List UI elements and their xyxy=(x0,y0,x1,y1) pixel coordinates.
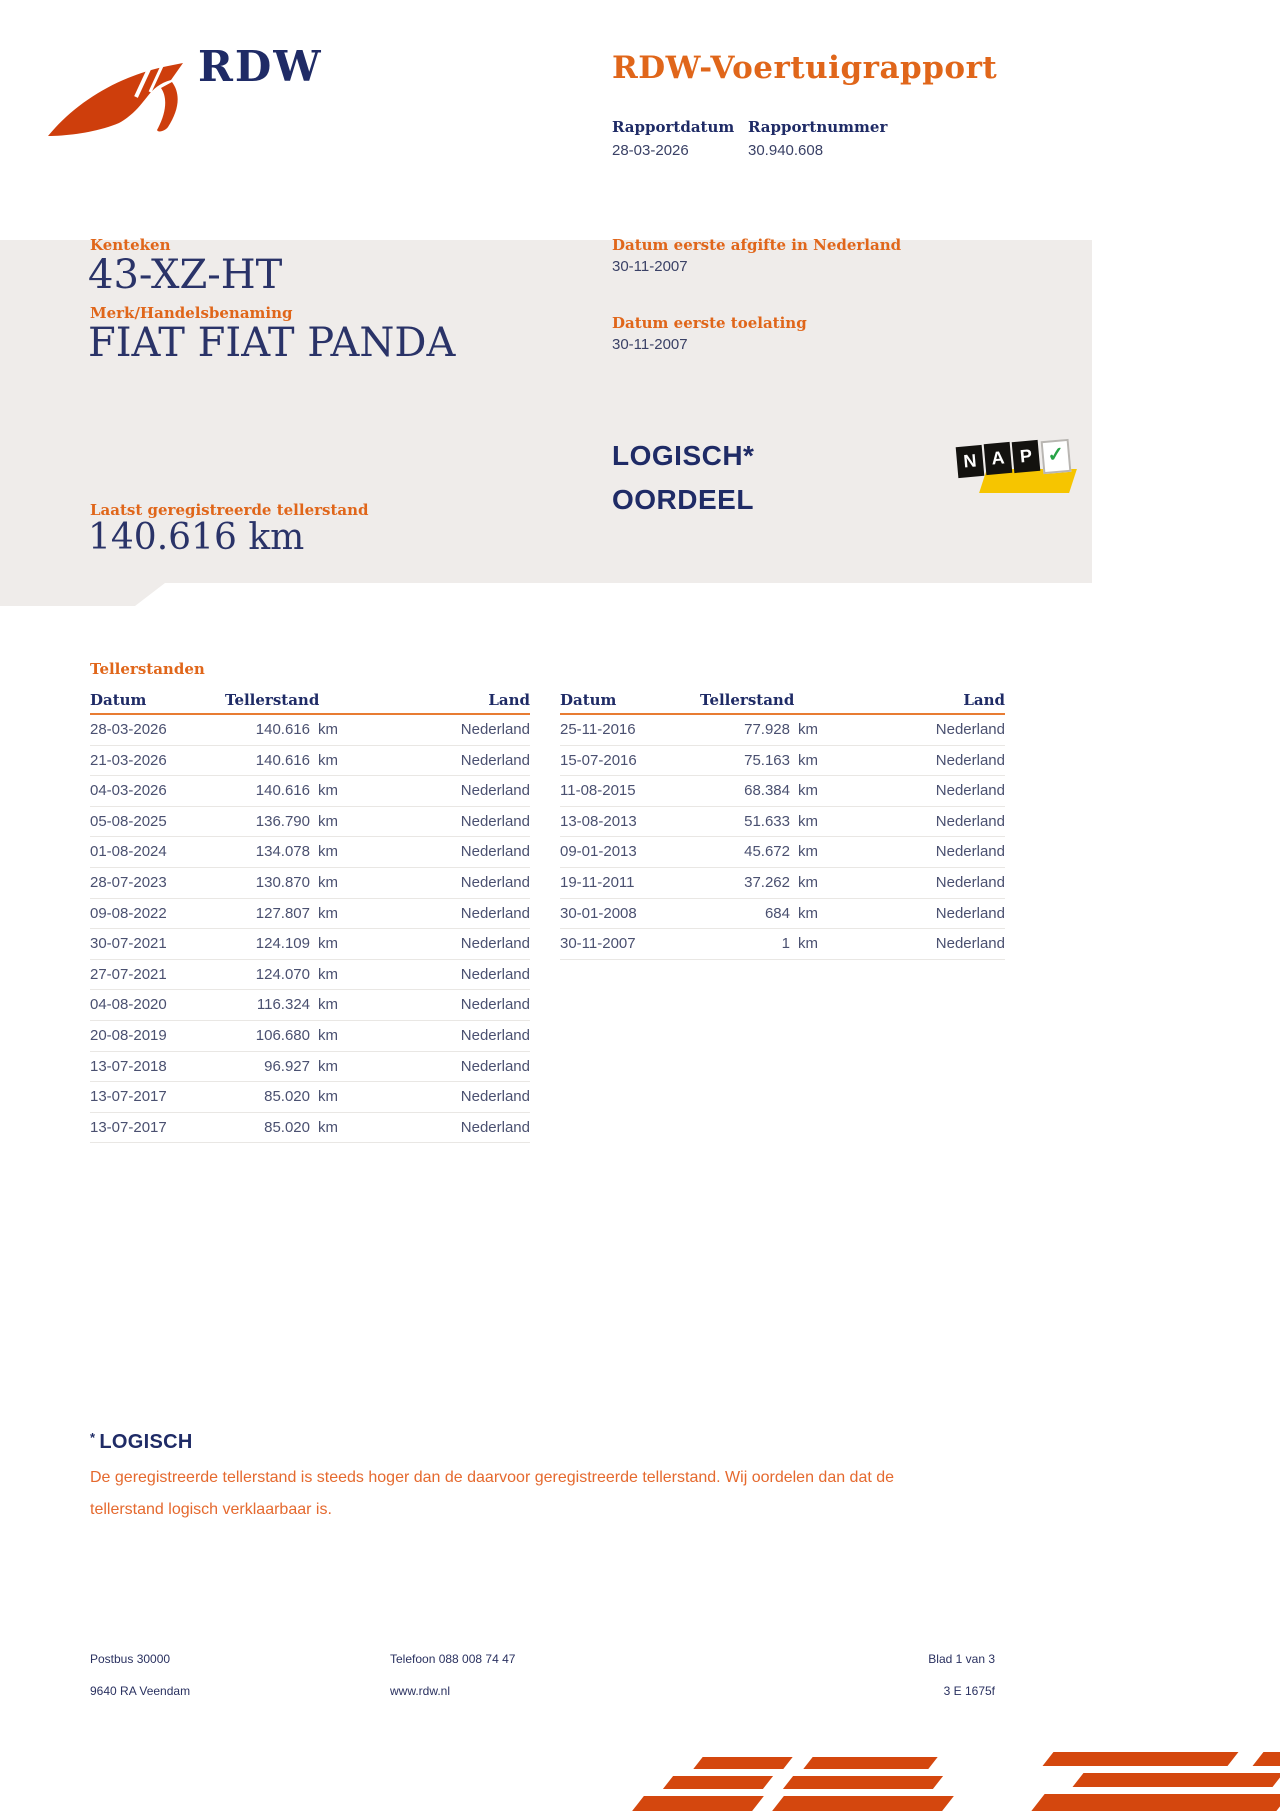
tellerstanden-table-right xyxy=(560,690,1005,960)
table-header-row xyxy=(560,690,1005,715)
tellerstand-cell: 68.384 xyxy=(744,782,790,800)
land-cell: Nederland xyxy=(935,904,1005,922)
datum-cell: 19-11-2011 xyxy=(560,873,635,891)
unit-cell: km xyxy=(798,751,818,769)
verdict-text: De geregistreerde tellerstand is steeds hoger dan de daarvoor geregistreerde tellerstand. Wij oordelen dan dat de tellerstand logisch verklaarbaar is. xyxy=(90,1469,895,1518)
datum-cell: 30-11-2007 xyxy=(560,935,636,953)
table-row xyxy=(560,807,1005,838)
nap-letter-a: A xyxy=(984,442,1013,475)
tellerstand-cell: 116.324 xyxy=(256,996,310,1014)
verdict-title-text: LOGISCH xyxy=(99,1431,193,1453)
land-cell: Nederland xyxy=(460,935,530,953)
unit-cell: km xyxy=(798,782,818,800)
land-cell: Nederland xyxy=(460,996,530,1014)
header-tellerstand: Tellerstand xyxy=(225,691,320,709)
land-cell: Nederland xyxy=(460,782,530,800)
datum-cell: 13-07-2018 xyxy=(90,1057,167,1075)
table-row xyxy=(560,715,1005,746)
datum-cell: 05-08-2025 xyxy=(90,812,167,830)
header-datum: Datum xyxy=(90,691,147,709)
datum-cell: 28-03-2026 xyxy=(90,721,167,738)
table-row xyxy=(90,929,530,960)
table-row xyxy=(560,776,1005,807)
tellerstand-cell: 134.078 xyxy=(255,843,310,861)
datum-cell: 04-08-2020 xyxy=(90,996,167,1014)
unit-cell: km xyxy=(318,751,338,769)
rdw-stripes-graphic xyxy=(618,1752,1280,1811)
table-row xyxy=(90,990,530,1021)
tellerstand-value: 140.616 km xyxy=(88,517,305,558)
unit-cell: km xyxy=(798,935,818,953)
tellerstand-cell: 106.680 xyxy=(255,1026,310,1044)
land-cell: Nederland xyxy=(935,751,1005,769)
unit-cell: km xyxy=(318,935,338,953)
land-cell: Nederland xyxy=(460,1026,530,1044)
datum-cell: 11-08-2015 xyxy=(560,782,636,800)
unit-cell: km xyxy=(798,721,818,738)
tellerstand-cell: 75.163 xyxy=(744,751,790,769)
datum-cell: 27-07-2021 xyxy=(90,965,167,983)
afgifte-value: 30-11-2007 xyxy=(612,258,688,275)
unit-cell: km xyxy=(318,996,338,1014)
tellerstand-cell: 45.672 xyxy=(744,843,790,861)
land-cell: Nederland xyxy=(460,965,530,983)
land-cell: Nederland xyxy=(935,935,1005,953)
land-cell: Nederland xyxy=(460,904,530,922)
unit-cell: km xyxy=(318,1026,338,1044)
tellerstand-label: Laatst geregistreerde tellerstand xyxy=(90,501,369,519)
table-row xyxy=(560,899,1005,930)
datum-cell: 28-07-2023 xyxy=(90,873,167,891)
tellerstand-cell: 96.927 xyxy=(264,1057,310,1075)
unit-cell: km xyxy=(798,904,818,922)
report-number-label: Rapportnummer xyxy=(748,118,888,136)
table-row xyxy=(560,746,1005,777)
kenteken-value: 43-XZ-HT xyxy=(88,252,283,298)
table-row xyxy=(560,929,1005,960)
tellerstand-cell: 85.020 xyxy=(264,1088,310,1106)
table-row xyxy=(90,868,530,899)
datum-cell: 30-07-2021 xyxy=(90,935,167,953)
footer-phone: Telefoon 088 008 74 47 xyxy=(390,1652,516,1666)
tellerstand-cell: 684 xyxy=(764,904,790,922)
footer-doc-code: 3 E 1675f xyxy=(943,1684,995,1698)
header-tellerstand: Tellerstand xyxy=(700,691,795,709)
table-row xyxy=(90,899,530,930)
tellerstand-cell: 130.870 xyxy=(255,873,310,891)
tellerstand-cell: 140.616 xyxy=(255,721,310,738)
tellerstand-cell: 51.633 xyxy=(744,812,790,830)
afgifte-label: Datum eerste afgifte in Nederland xyxy=(612,236,902,254)
unit-cell: km xyxy=(318,812,338,830)
table-header-row xyxy=(90,690,530,715)
table-row xyxy=(90,1052,530,1083)
datum-cell: 09-01-2013 xyxy=(560,843,637,861)
tellerstanden-title: Tellerstanden xyxy=(90,660,205,678)
report-number-value: 30.940.608 xyxy=(748,142,824,159)
land-cell: Nederland xyxy=(460,812,530,830)
tellerstanden-table-left xyxy=(90,690,530,1143)
unit-cell: km xyxy=(318,782,338,800)
footer-address-line2: 9640 RA Veendam xyxy=(90,1684,191,1698)
land-cell: Nederland xyxy=(935,843,1005,861)
merk-label: Merk/Handelsbenaming xyxy=(90,304,293,322)
toelating-label: Datum eerste toelating xyxy=(612,314,807,332)
datum-cell: 25-11-2016 xyxy=(560,721,636,738)
land-cell: Nederland xyxy=(460,873,530,891)
table-row xyxy=(90,776,530,807)
datum-cell: 01-08-2024 xyxy=(90,843,167,861)
verdict-title xyxy=(90,1430,193,1454)
table-row xyxy=(90,1113,530,1144)
tellerstand-cell: 136.790 xyxy=(255,812,310,830)
footer-website: www.rdw.nl xyxy=(390,1684,451,1698)
unit-cell: km xyxy=(798,812,818,830)
unit-cell: km xyxy=(318,843,338,861)
nap-logo xyxy=(955,440,1077,498)
unit-cell: km xyxy=(798,873,818,891)
datum-cell: 09-08-2022 xyxy=(90,904,167,922)
table-row xyxy=(560,868,1005,899)
land-cell: Nederland xyxy=(460,1118,530,1136)
report-date-label: Rapportdatum xyxy=(612,118,735,136)
nap-letter-p: P xyxy=(1012,440,1041,473)
header-land: Land xyxy=(963,691,1005,709)
table-row xyxy=(90,746,530,777)
tellerstand-cell: 85.020 xyxy=(264,1118,310,1136)
unit-cell: km xyxy=(318,873,338,891)
oordeel-line2: OORDEEL xyxy=(612,484,754,515)
datum-cell: 20-08-2019 xyxy=(90,1026,167,1044)
tellerstand-cell: 124.109 xyxy=(255,935,310,953)
table-row xyxy=(90,1082,530,1113)
unit-cell: km xyxy=(318,1088,338,1106)
unit-cell: km xyxy=(318,721,338,738)
unit-cell: km xyxy=(318,904,338,922)
table-row xyxy=(560,837,1005,868)
datum-cell: 13-07-2017 xyxy=(90,1118,167,1136)
footer-page-number: Blad 1 van 3 xyxy=(928,1652,995,1666)
rdw-logo-icon xyxy=(46,52,186,142)
toelating-value: 30-11-2007 xyxy=(612,336,688,353)
table-row xyxy=(90,715,530,746)
datum-cell: 30-01-2008 xyxy=(560,904,637,922)
datum-cell: 13-07-2017 xyxy=(90,1088,167,1106)
merk-value: FIAT FIAT PANDA xyxy=(88,320,456,366)
tellerstand-cell: 1 xyxy=(781,935,790,953)
tellerstand-cell: 37.262 xyxy=(744,873,790,891)
header-datum: Datum xyxy=(560,691,617,709)
land-cell: Nederland xyxy=(935,873,1005,891)
table-row xyxy=(90,807,530,838)
unit-cell: km xyxy=(318,1118,338,1136)
rdw-wordmark: RDW xyxy=(198,42,323,91)
table-row xyxy=(90,1021,530,1052)
report-date-value: 28-03-2026 xyxy=(612,142,689,159)
unit-cell: km xyxy=(798,843,818,861)
land-cell: Nederland xyxy=(460,1088,530,1106)
land-cell: Nederland xyxy=(935,721,1005,738)
unit-cell: km xyxy=(318,965,338,983)
oordeel-line1: LOGISCH* xyxy=(612,440,755,471)
tellerstand-cell: 140.616 xyxy=(255,751,310,769)
tellerstand-cell: 140.616 xyxy=(255,782,310,800)
land-cell: Nederland xyxy=(460,721,530,738)
tellerstand-cell: 124.070 xyxy=(255,965,310,983)
header-land: Land xyxy=(488,691,530,709)
footer-address-line1: Postbus 30000 xyxy=(90,1652,171,1666)
datum-cell: 21-03-2026 xyxy=(90,751,167,769)
tellerstand-cell: 127.807 xyxy=(255,904,310,922)
unit-cell: km xyxy=(318,1057,338,1075)
datum-cell: 15-07-2016 xyxy=(560,751,637,769)
land-cell: Nederland xyxy=(460,843,530,861)
verdict-asterisk: * xyxy=(90,1430,96,1445)
page-title: RDW-Voertuigrapport xyxy=(612,50,998,86)
table-row xyxy=(90,960,530,991)
check-icon: ✓ xyxy=(1041,439,1072,474)
datum-cell: 04-03-2026 xyxy=(90,782,167,800)
datum-cell: 13-08-2013 xyxy=(560,812,637,830)
tellerstand-cell: 77.928 xyxy=(744,721,790,738)
land-cell: Nederland xyxy=(460,751,530,769)
table-row xyxy=(90,837,530,868)
land-cell: Nederland xyxy=(935,782,1005,800)
nap-letter-n: N xyxy=(956,445,985,478)
land-cell: Nederland xyxy=(460,1057,530,1075)
kenteken-label: Kenteken xyxy=(90,236,171,254)
land-cell: Nederland xyxy=(935,812,1005,830)
